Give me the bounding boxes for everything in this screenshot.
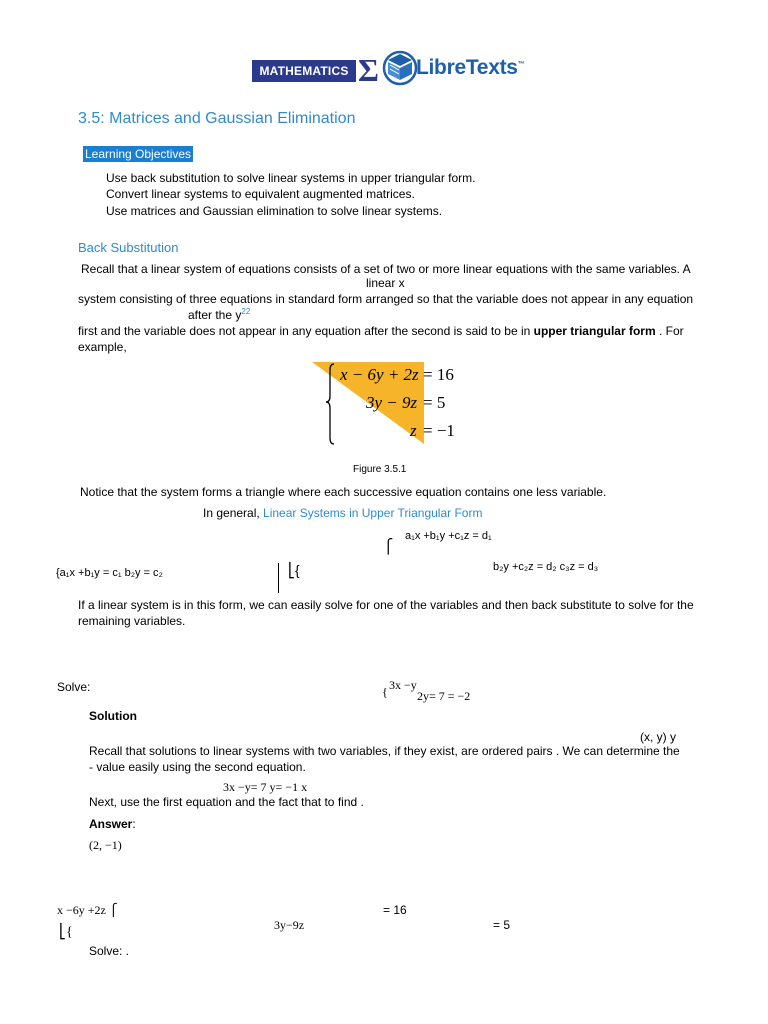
paragraph-line: remaining variables. xyxy=(78,614,186,628)
paragraph-line: first and the variable does not appear in any equation after the second is said to be in upper triangular form . For xyxy=(78,324,684,338)
example2-solve-text: Solve: . xyxy=(89,944,130,958)
figure-row-1-lhs: x − 6y + 2z xyxy=(340,365,419,384)
upper-triangular-link[interactable]: Linear Systems in Upper Triangular Form xyxy=(263,506,483,520)
learning-objectives-heading: Learning Objectives xyxy=(85,147,192,161)
brace-glyph: ⎣{ xyxy=(288,562,300,578)
paragraph-line: Next, use the first equation and the fact that to find . xyxy=(89,795,364,809)
example-system-rest: 2y= 7 = −2 xyxy=(417,689,471,703)
mathematics-band: MATHEMATICS xyxy=(252,60,356,82)
solve-label: Solve: xyxy=(57,680,91,694)
figure-caption: Figure 3.5.1 xyxy=(353,464,407,475)
figure-row-1-rhs: = 16 xyxy=(423,365,454,384)
brace-bar xyxy=(278,563,279,593)
answer-label: Answer: xyxy=(89,817,136,831)
general-three-var-eq1: a₁x +b₁y +c₁z = d₁ xyxy=(405,530,492,542)
example-equation-line: 3x −y= 7 y= −1 x xyxy=(223,780,308,794)
upper-triangular-figure xyxy=(312,362,462,448)
general-two-var: {a₁x +b₁y = c₁ b₂y = c₂ xyxy=(56,567,163,579)
page-title: 3.5: Matrices and Gaussian Elimination xyxy=(78,110,356,127)
sigma-icon: Σ xyxy=(358,52,379,88)
general-three-var-eq23: b₂y +c₂z = d₂ c₃z = d₃ xyxy=(493,561,599,573)
brace-glyph: { xyxy=(382,685,388,699)
answer-value: (2, −1) xyxy=(89,838,122,852)
paragraph-line: Recall that solutions to linear systems with two variables, if they exist, are ordered pairs . We can determine the xyxy=(89,744,680,758)
figure-row-3-rhs: = −1 xyxy=(423,421,455,440)
objective-item: Use matrices and Gaussian elimination to solve linear systems. xyxy=(106,204,443,218)
brace-glyph: ⎧ xyxy=(383,538,394,554)
paragraph-line: after the $y^{22}$ xyxy=(188,307,251,322)
example2-eq1-lhs: x −6y +2z ⎧ xyxy=(57,903,118,917)
paragraph-line: linear x xyxy=(366,276,405,290)
libretexts-cube-icon xyxy=(382,48,418,86)
example2-eq2-lhs: 3y−9z xyxy=(274,918,305,932)
solution-label: Solution xyxy=(89,709,137,723)
paragraph-line: Recall that a linear system of equations consists of a set of two or more linear equations with the same variables. A xyxy=(81,262,691,276)
objective-item: Convert linear systems to equivalent augmented matrices. xyxy=(106,187,415,201)
figure-row-3-lhs: z xyxy=(410,421,417,440)
example2-eq1-rhs: = 16 xyxy=(383,903,407,917)
brace-glyph: ⎣{ xyxy=(59,925,73,940)
libretexts-wordmark: LibreTexts™ xyxy=(416,56,525,79)
figure-row-2-lhs: 3y − 9z xyxy=(366,393,418,412)
side-note: (x, y) y xyxy=(640,730,676,744)
paragraph-line: - value easily using the second equation. xyxy=(89,760,306,774)
in-general-line: In general, Linear Systems in Upper Triangular Form xyxy=(203,506,483,520)
objective-item: Use back substitution to solve linear systems in upper triangular form. xyxy=(106,171,476,185)
libretexts-logo[interactable] xyxy=(252,48,524,88)
paragraph-line: system consisting of three equations in standard form arranged so that the variable does not appear in any equation xyxy=(78,292,694,306)
example-system-top: 3x −y xyxy=(389,678,417,692)
upper-triangular-form-term: upper triangular form xyxy=(533,324,656,338)
notice-paragraph: Notice that the system forms a triangle where each successive equation contains one less variable. xyxy=(80,485,607,499)
back-substitution-heading: Back Substitution xyxy=(78,240,179,255)
paragraph-line: example, xyxy=(78,340,127,354)
figure-row-2-rhs: = 5 xyxy=(423,393,446,412)
paragraph-line: If a linear system is in this form, we can easily solve for one of the variables and then back substitute to solve for the xyxy=(78,598,694,612)
example2-eq2-rhs: = 5 xyxy=(493,918,511,932)
